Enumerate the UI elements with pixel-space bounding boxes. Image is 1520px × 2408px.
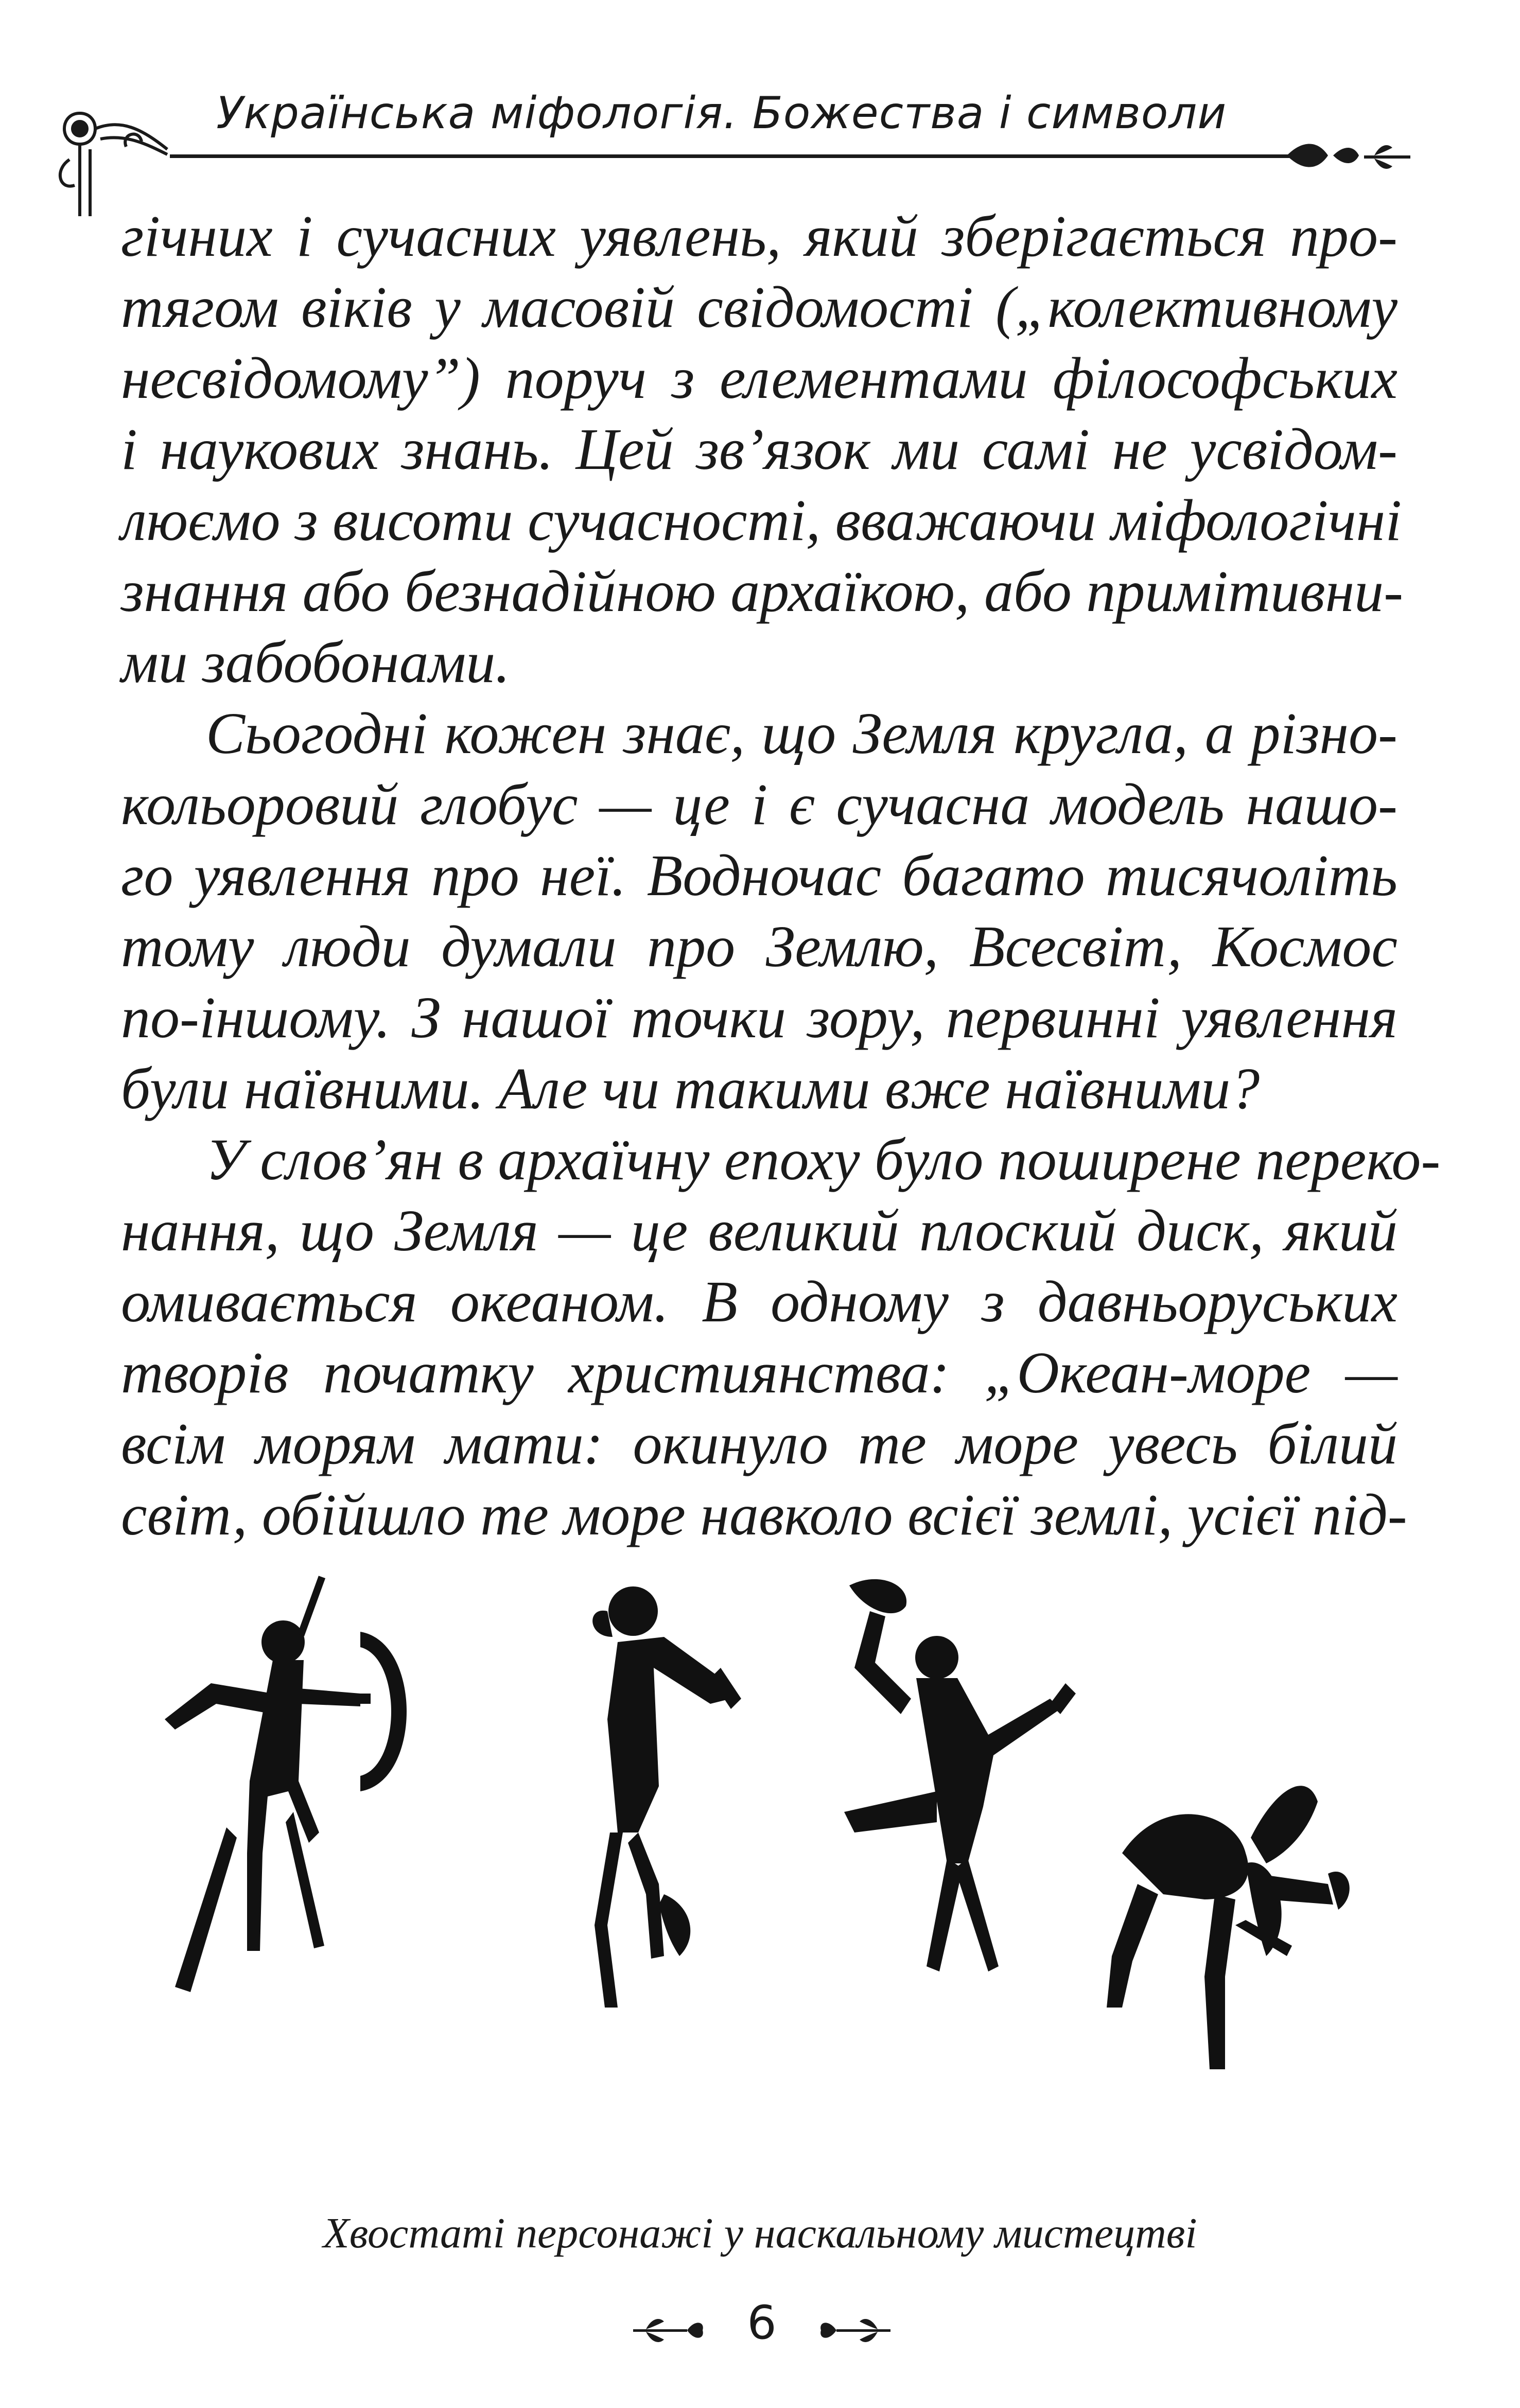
text-line: і наукових знань. Цей зв’язок ми самі не усвідом- (121, 416, 1397, 482)
text-line: Сьогодні кожен знає, що Земля кругла, а різно- (206, 701, 1397, 766)
text-line: тому люди думали про Землю, Всесвіт, Космос (121, 914, 1397, 979)
text-line: по-іншому. З нашої точки зору, первинні уявлення (121, 985, 1397, 1050)
petroglyph-dancer-figure (592, 1586, 741, 2008)
text-line: гічних і сучасних уявлень, який зберігається про- (121, 203, 1397, 269)
text-line: світ, обійшло те море навколо всієї землі, усієї під- (121, 1482, 1407, 1547)
page-number: 6 (747, 2296, 777, 2350)
text-line: всім морям мати: окинуло те море увесь білий (121, 1411, 1397, 1476)
petroglyph-tailed-creature-figure (1107, 1786, 1350, 2069)
text-line: нання, що Земля — це великий плоский диск, який (121, 1198, 1397, 1263)
text-line: омивається океаном. В одному з давньоруських (121, 1269, 1397, 1334)
text-line: були наївними. Але чи такими вже наївними? (121, 1056, 1260, 1121)
petroglyph-illustration (144, 1565, 1390, 2090)
text-line: го уявлення про неї. Водночас багато тисячоліть (121, 843, 1397, 908)
text-line: У слов’ян в архаїчну епоху було поширене переко- (206, 1127, 1441, 1192)
text-line: люємо з висоти сучасності, вважаючи міфологічні (121, 487, 1402, 553)
page-footer (0, 2296, 1520, 2352)
text-line: несвідомому”) поруч з елементами філософських (121, 345, 1397, 411)
text-line: тягом віків у масовій свідомості („колективному (121, 274, 1397, 340)
flourish-icon (1282, 135, 1416, 176)
petroglyph-club-figure (844, 1579, 1076, 1971)
text-line: знання або безнадійною архаїкою, або примітивни- (121, 559, 1404, 624)
flourish-left-icon (631, 2311, 708, 2347)
body-text (121, 201, 1441, 1550)
running-header-title: Українська міфологія. Божества і символи (216, 88, 1227, 139)
text-line: ми забобонами. (121, 630, 510, 695)
header-rule (170, 154, 1318, 158)
text-line: творів початку християнства: „Океан-море — (121, 1340, 1397, 1405)
figure-caption: Хвостаті персонажі у наскальному мистецтві (323, 2209, 1197, 2257)
text-line: кольоровий глобус — це і є сучасна модель нашо- (121, 772, 1397, 837)
petroglyph-archer-figure (165, 1576, 407, 1992)
flourish-right-icon (816, 2311, 893, 2347)
